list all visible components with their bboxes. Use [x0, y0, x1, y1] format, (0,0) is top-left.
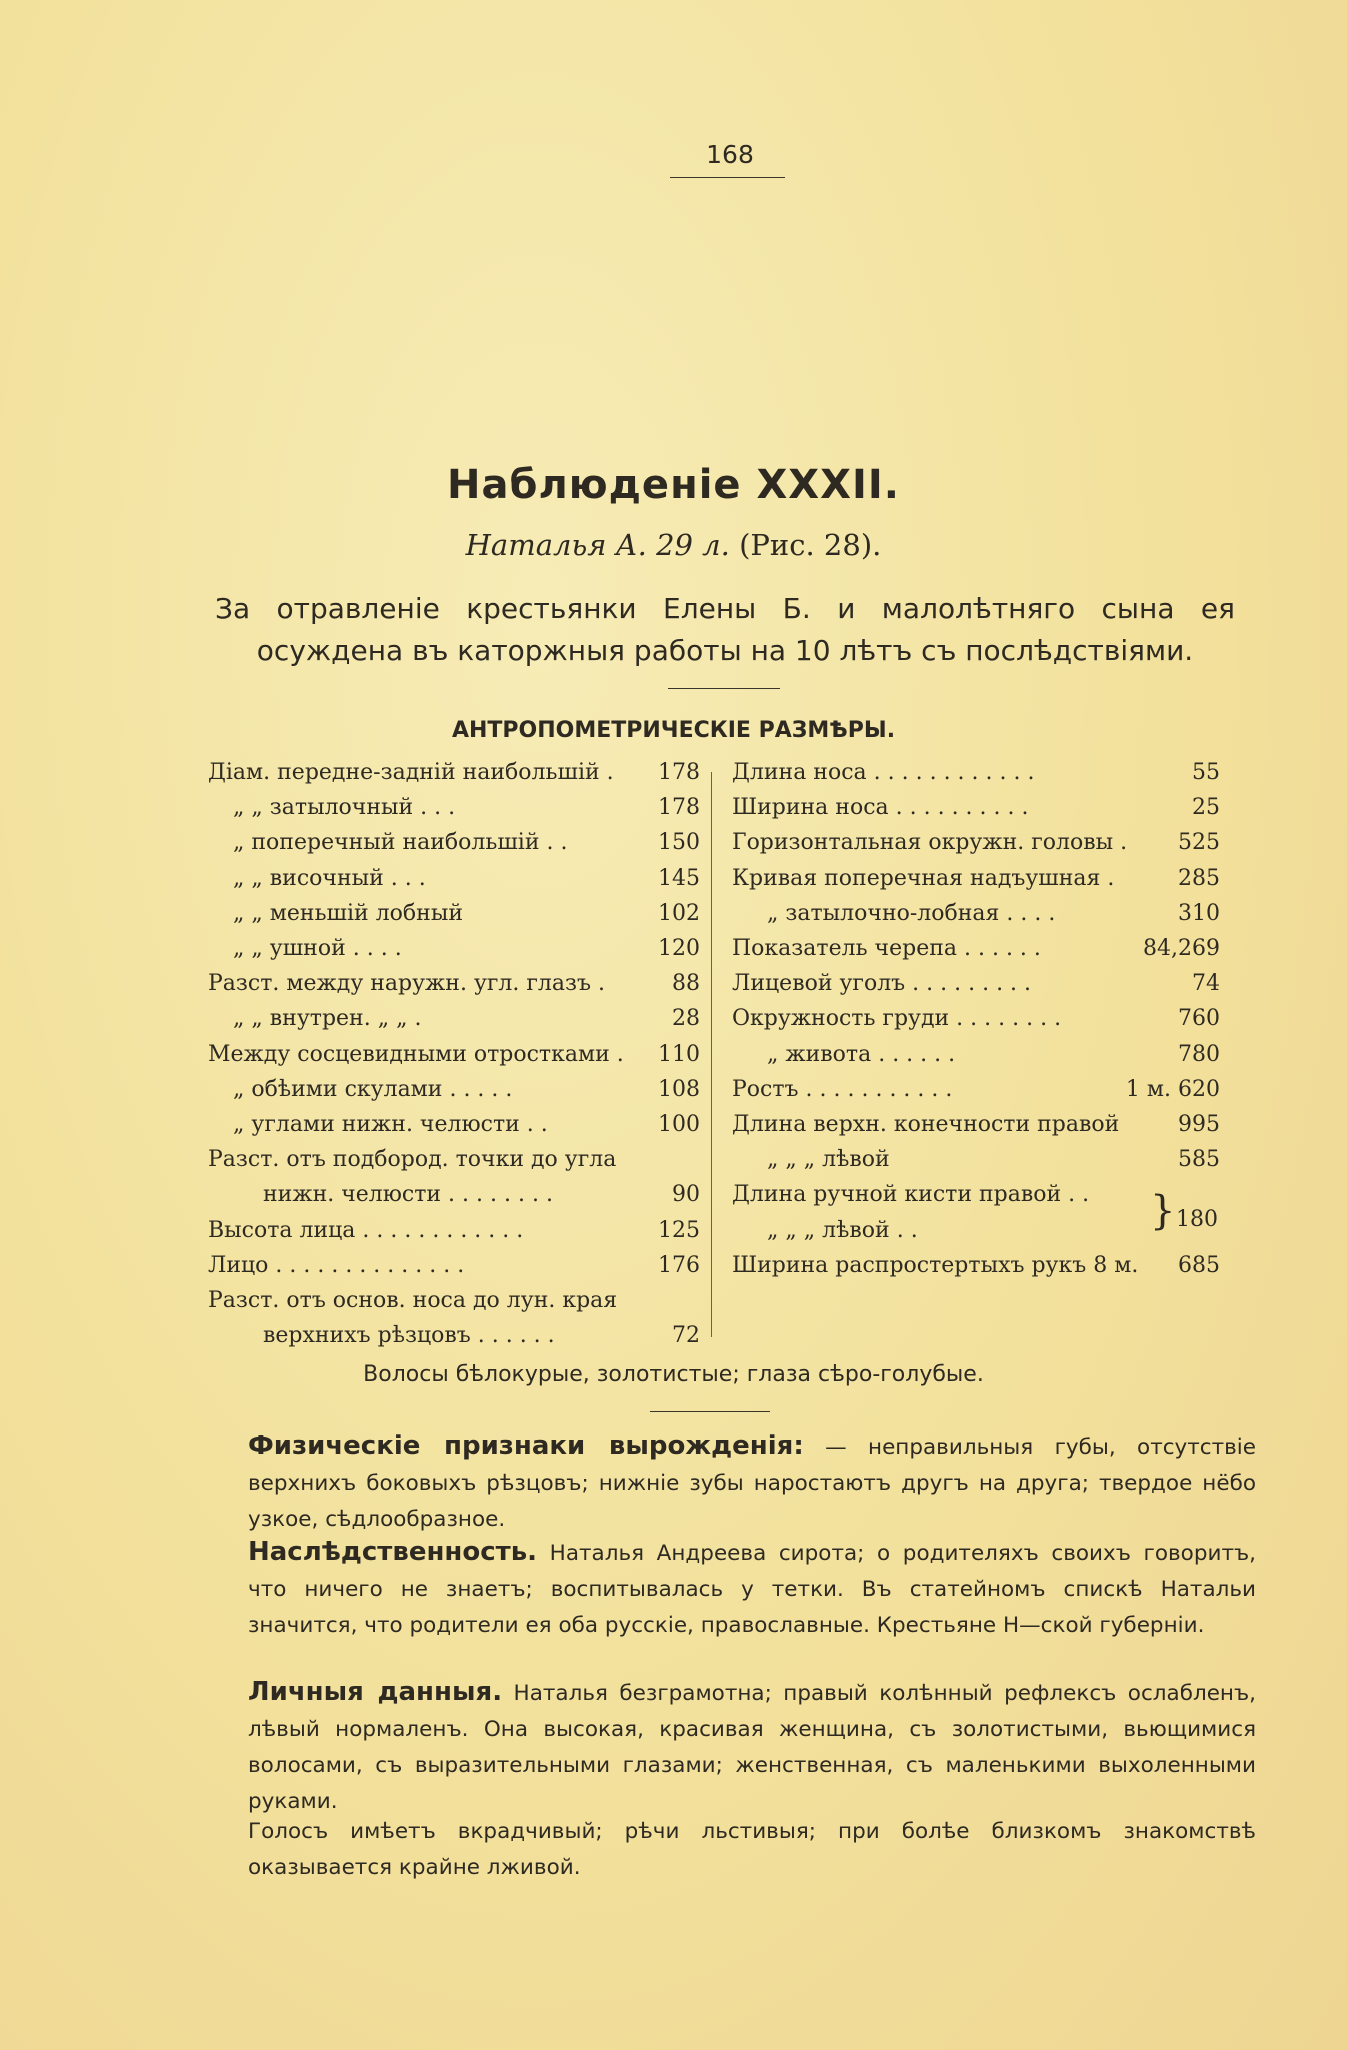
- measurement-value: 74: [1192, 971, 1220, 997]
- measurement-label: Разст. отъ основ. носа до лун. края: [208, 1288, 618, 1313]
- measurement-value: 90: [672, 1182, 700, 1208]
- verdict-text: За отравленіе крестьянки Елены Б. и малолѣтняго сына ея осуждена въ каторжныя работы на 10 лѣтъ съ послѣдствіями.: [215, 592, 1235, 667]
- measurement-row: [208, 1077, 700, 1112]
- measurement-row: [208, 1042, 700, 1077]
- measurement-row: [732, 1182, 1220, 1217]
- measurement-value: 310: [1178, 900, 1220, 926]
- measurement-value: 55: [1192, 760, 1220, 785]
- measurement-row: [732, 1077, 1220, 1112]
- figure-reference: (Рис. 28).: [739, 528, 882, 562]
- measurement-label: „ углами нижн. челюсти . .: [233, 1112, 548, 1137]
- measurement-row: [208, 936, 700, 971]
- measurement-value: 72: [672, 1323, 700, 1349]
- measurement-label: Ростъ . . . . . . . . . . .: [732, 1076, 953, 1102]
- measurement-label: Длина носа . . . . . . . . . . . .: [732, 760, 1035, 785]
- divider-middle: [650, 1411, 770, 1412]
- measurement-label: Ширина распростертыхъ рукъ 8 м.: [732, 1252, 1139, 1278]
- measurement-row: [208, 1147, 700, 1182]
- measurement-value: 525: [1178, 830, 1220, 856]
- section-title: АНТРОПОМЕТРИЧЕСКІЕ РАЗМѢРЫ.: [451, 718, 896, 743]
- measurement-row: [732, 1112, 1220, 1147]
- measurement-label: „ „ меньшій лобный: [233, 900, 464, 926]
- measurement-value: 110: [658, 1041, 700, 1067]
- subject-name: Наталья А. 29 л.: [465, 528, 730, 562]
- page-number-rule: [670, 177, 785, 178]
- measurement-row: [208, 1006, 700, 1041]
- measurement-label: Высота лица . . . . . . . . . . . .: [208, 1217, 524, 1243]
- degeneration-heading: Физическіе признаки вырожденія:: [248, 1431, 804, 1461]
- measurement-label: Показатель черепа . . . . . .: [732, 936, 1041, 961]
- heredity-text: Наталья Андреева сирота; о родителяхъ своихъ говоритъ, что ничего не знаетъ; воспитывалась у тетки. Въ статейномъ спискѣ Натальи значится, что родители ея оба русскіе, православные. Крестьяне Н—ской губерніи.: [248, 1541, 1256, 1638]
- column-divider: [711, 772, 712, 1337]
- measurement-value: 120: [658, 936, 700, 961]
- measurement-row: [208, 1323, 700, 1358]
- measurement-label: „ „ затылочный . . .: [233, 795, 456, 821]
- measurement-label: „ „ „ лѣвой . .: [767, 1217, 918, 1243]
- measurement-value: 780: [1178, 1041, 1220, 1067]
- measurement-label: Разст. отъ подбород. точки до угла: [208, 1147, 617, 1173]
- measurement-label: „ затылочно-лобная . . . .: [767, 900, 1056, 926]
- measurement-row: [732, 795, 1220, 830]
- observation-title: Наблюденіе XXXII.: [447, 462, 900, 508]
- measurement-row: [208, 760, 700, 795]
- measurement-label: Лицо . . . . . . . . . . . . . .: [208, 1252, 465, 1278]
- measurement-row: [732, 1006, 1220, 1041]
- measurement-value: 178: [658, 760, 700, 785]
- measurement-value: 760: [1178, 1006, 1220, 1032]
- measurement-row: [208, 1288, 700, 1323]
- observation-subtitle: [0, 528, 1347, 562]
- measurement-label: Окружность груди . . . . . . . .: [732, 1006, 1062, 1032]
- measurement-label: Лицевой уголъ . . . . . . . . .: [732, 971, 1032, 997]
- measurement-label: Ширина носа . . . . . . . . . .: [732, 795, 1029, 821]
- measurement-row: [732, 760, 1220, 795]
- measurement-value: 150: [658, 830, 700, 856]
- measurement-label: Длина ручной кисти правой . .: [732, 1182, 1090, 1208]
- measurement-row: [732, 1253, 1220, 1288]
- measurement-row: [208, 1253, 700, 1288]
- measurement-label: „ „ ушной . . . .: [233, 936, 402, 961]
- measurement-row: [208, 1112, 700, 1147]
- measurement-row: [732, 901, 1220, 936]
- measurement-row: [208, 795, 700, 830]
- measurement-label: „ „ височный . . .: [233, 865, 426, 891]
- measurement-value: 585: [1178, 1147, 1220, 1173]
- measurement-label: верхнихъ рѣзцовъ . . . . . .: [263, 1323, 555, 1349]
- measurement-row: [208, 866, 700, 901]
- measurement-value: 25: [1192, 795, 1220, 821]
- measurement-value: 285: [1178, 865, 1220, 891]
- hand-length-value: 180: [1176, 1207, 1218, 1232]
- voice-paragraph: Голосъ имѣетъ вкрадчивый; рѣчи льстивыя; при болѣе близкомъ знакомствѣ оказывается крайне лживой.: [248, 1819, 1256, 1880]
- degeneration-text: — неправильныя губы, отсутствіе верхнихъ боковыхъ рѣзцовъ; нижніе зубы наростаютъ другъ на друга; твердое нёбо узкое, сѣдлообразное.: [248, 1435, 1257, 1532]
- measurement-label: Кривая поперечная надъушная .: [732, 865, 1115, 891]
- measurement-row: [208, 830, 700, 865]
- measurement-row: [732, 866, 1220, 901]
- measurement-value: 178: [658, 795, 700, 821]
- measurement-label: Длина верхн. конечности правой: [732, 1112, 1120, 1137]
- measurement-row: [208, 1218, 700, 1253]
- heredity-paragraph: [200, 1534, 1256, 1644]
- measurement-label: Между сосцевидными отростками .: [208, 1041, 624, 1067]
- personal-text: Наталья безграмотна; правый колѣнный рефлексъ ослабленъ, лѣвый нормаленъ. Она высокая, красивая женщина, съ золотистыми, вьющимися волосами, съ выразительными глазами; женственная, съ маленькими выхоленными руками.: [248, 1681, 1257, 1814]
- measurement-value: 176: [658, 1252, 700, 1278]
- measurement-label: Діам. передне-задній наибольшій .: [208, 760, 614, 785]
- measurement-row: [208, 1182, 700, 1217]
- personal-paragraph: [200, 1674, 1256, 1820]
- measurement-label: нижн. челюсти . . . . . . . .: [263, 1182, 553, 1208]
- hair-eyes-note: Волосы бѣлокурые, золотистые; глаза сѣро-голубые.: [363, 1362, 984, 1387]
- measurement-row: [732, 1042, 1220, 1077]
- measurement-label: „ живота . . . . . .: [767, 1041, 956, 1067]
- page-number: 168: [706, 140, 754, 169]
- measurement-label: „ „ внутрен. „ „ .: [233, 1006, 422, 1032]
- measurement-row: [208, 901, 700, 936]
- measurement-value: 685: [1178, 1252, 1220, 1278]
- divider-top: [668, 688, 780, 689]
- measurement-label: „ „ „ лѣвой: [767, 1147, 890, 1173]
- measurement-value: 995: [1178, 1112, 1220, 1137]
- measurement-row: [732, 936, 1220, 971]
- measurement-row: [208, 971, 700, 1006]
- degeneration-paragraph: [200, 1428, 1256, 1538]
- measurement-value: 145: [658, 865, 700, 891]
- measurement-row: [732, 1147, 1220, 1182]
- personal-heading: Личныя данныя.: [248, 1677, 503, 1707]
- measurement-row: [732, 971, 1220, 1006]
- measurement-value: 28: [672, 1006, 700, 1032]
- measurement-value: 125: [658, 1217, 700, 1243]
- measurement-value: 84,269: [1143, 936, 1220, 961]
- measurement-value: 88: [672, 971, 700, 997]
- measurement-label: Горизонтальная окружн. головы .: [732, 830, 1128, 856]
- hand-brace: }: [1150, 1188, 1176, 1234]
- measurement-value: 108: [658, 1076, 700, 1102]
- heredity-heading: Наслѣдственность.: [248, 1537, 538, 1567]
- measurement-row: [732, 830, 1220, 865]
- measurement-label: Разст. между наружн. угл. глазъ .: [208, 971, 605, 997]
- measurement-value: 102: [658, 900, 700, 926]
- measurement-label: „ поперечный наибольшій . .: [233, 830, 568, 856]
- measurement-label: „ обѣими скулами . . . . .: [233, 1076, 513, 1102]
- measurement-value: 100: [658, 1112, 700, 1137]
- measurement-row: [732, 1218, 1220, 1253]
- measurement-value: 1 м. 620: [1125, 1076, 1220, 1102]
